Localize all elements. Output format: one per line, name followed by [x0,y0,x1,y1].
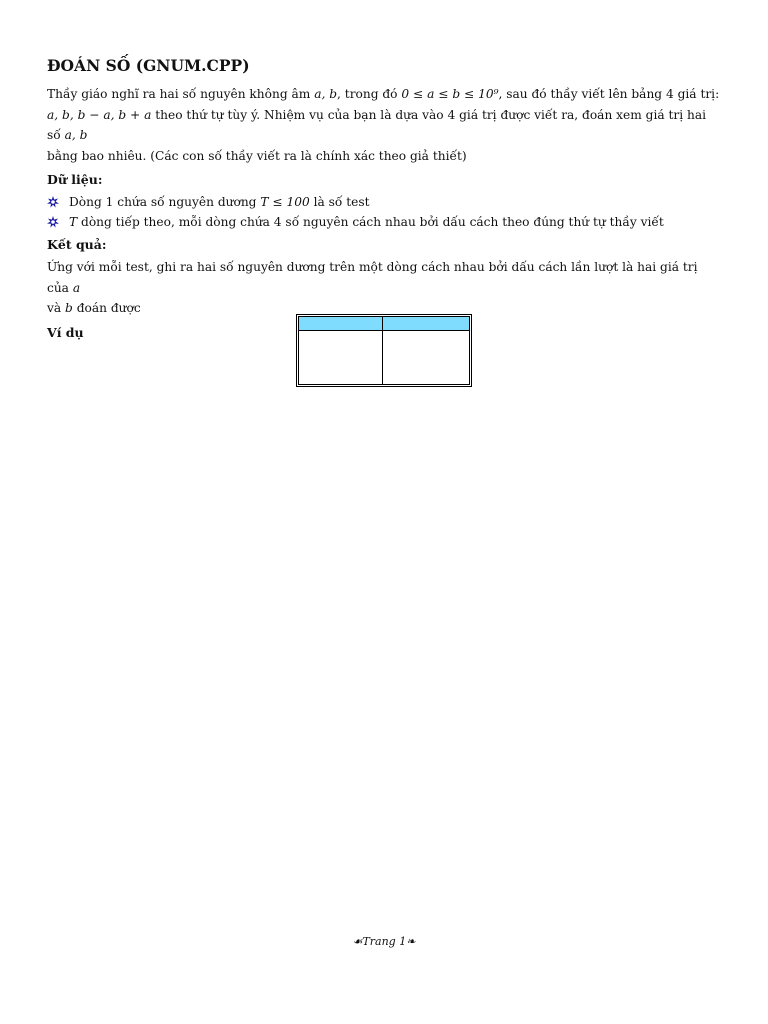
page-number: Trang 1 [362,935,407,948]
star-burst-bullet-icon [47,216,59,228]
output-text: đoán được [72,301,141,315]
item-text: là số test [309,195,370,209]
statement-text: bằng bao nhiêu. (Các con số thầy viết ra là chính xác theo giả thiết) [47,148,467,163]
math-vars: a, b [314,87,338,101]
statement-text: , trong đó [337,87,402,101]
output-text: và [47,301,66,315]
input-item [47,212,723,232]
output-text: Ứng với mỗi test, ghi ra hai số nguyên dương trên một dòng cách nhau bởi dấu cách lần lượt là hai giá trị của [47,260,698,295]
problem-statement [47,84,723,166]
output-heading: Kết quả: [47,237,107,252]
item-text: Dòng 1 chứa số nguyên dương [69,195,261,209]
math-condition: 0 ≤ a ≤ b ≤ 10⁹ [401,87,499,101]
footer-ornament-left-icon: ☙ [352,935,363,948]
example-table [296,314,472,387]
document-page [47,56,723,345]
math-var: T [69,215,78,229]
statement-text: theo thứ tự tùy ý. Nhiệm vụ của bạn là dựa vào 4 giá trị được viết ra, đoán xem giá trị hai số [47,107,707,142]
math-vars: a, b [64,128,88,142]
item-text: dòng tiếp theo, mỗi dòng chứa 4 số nguyên cách nhau bởi dấu cách theo đúng thứ tự thầy viết [77,215,664,229]
statement-text: , sau đó thầy viết lên bảng 4 giá trị: [498,87,720,101]
statement-text: Thầy giáo nghĩ ra hai số nguyên không âm [47,87,315,101]
star-burst-bullet-icon [47,196,59,208]
example-table-cell-input [299,331,383,384]
example-table-header-output [383,317,469,331]
math-values: a, b, b − a, b + a [47,107,152,122]
problem-title: ĐOÁN SỐ (GNUM.CPP) [47,56,250,75]
input-list [47,192,723,232]
output-description [47,257,723,319]
footer-ornament-right-icon: ❧ [406,935,416,948]
math-var: b [65,301,73,315]
example-table-cell-output [383,331,469,384]
input-heading: Dữ liệu: [47,172,103,187]
math-condition: T ≤ 100 [260,195,310,209]
example-heading: Ví dụ [47,324,84,340]
example-table-header-input [299,317,383,331]
page-footer [0,935,768,948]
input-item [47,192,723,212]
math-var: a [72,280,81,295]
